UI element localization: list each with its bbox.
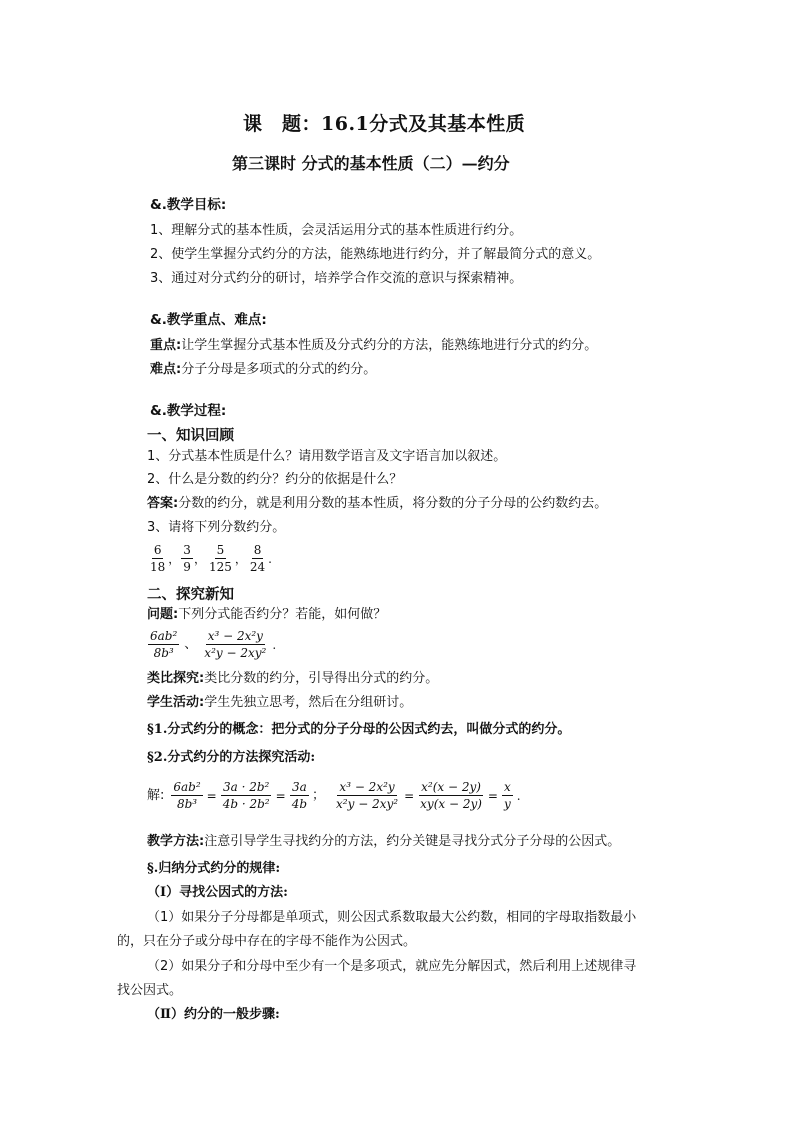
fraction: $\frac{\text{x³ − 2x²y}}{\text{x²y − 2xy²}}$: [336, 780, 399, 811]
objective-item: 3、通过对分式约分的研讨，培养学合作交流的意识与探索精神。: [150, 271, 523, 286]
fraction: $\frac{5}{125}$: [208, 543, 232, 574]
page-title: 课 题：16.1分式及其基本性质: [243, 113, 526, 135]
rule-paragraph-2-line-2: 找公因式。: [117, 983, 183, 998]
review-answer: [147, 495, 607, 513]
activity-line: [147, 694, 412, 712]
fraction: $\frac{\text{3a · 2b²}}{\text{4b · 2b²}}$: [222, 780, 270, 811]
difficulty-point: [150, 361, 376, 379]
fraction: $\frac{3}{9}$: [183, 543, 191, 574]
objective-item: 1、理解分式的基本性质，会灵活运用分式的基本性质进行约分。: [150, 223, 523, 238]
method-heading: §2.分式约分的方法探究活动:: [147, 750, 316, 765]
fraction-list: $\frac{6}{18}$ ， $\frac{3}{9}$ ， $\frac{5}{125}$ ， $\frac{8}{24}$ .: [150, 543, 272, 574]
fraction: $\frac{6}{18}$: [150, 543, 166, 574]
key-text: 让学生掌握分式基本性质及分式约分的方法，能熟练地进行分式的约分。: [181, 338, 598, 353]
difficulty-text: 分子分母是多项式的分式的约分。: [181, 362, 377, 377]
teaching-label: 教学方法:: [147, 834, 205, 849]
question-expressions: $\frac{\text{6ab²}}{\text{8b³}}$ 、 $\frac{\text{x³ − 2x²y}}{\text{x²y − 2xy²}}$ .: [150, 629, 277, 660]
analogy-label: 类比探究:: [147, 671, 205, 686]
answer-text: 分数的约分，就是利用分数的基本性质，将分数的分子分母的公约数约去。: [178, 496, 608, 511]
rule-paragraph-1-line-2: 的，只在分子或分母中存在的字母不能作为公因式。: [117, 934, 417, 949]
fraction: $\frac{8}{24}$: [249, 543, 266, 574]
rule-paragraph-2-line-1: （2）如果分子和分母中至少有一个是多项式，就应先分解因式，然后利用上述规律寻: [147, 959, 637, 974]
analogy-text: 类比分数的约分，引导得出分式的约分。: [204, 671, 439, 686]
page-subtitle: 第三课时 分式的基本性质（二）—约分: [232, 154, 510, 173]
answer-label: 答案:: [147, 496, 179, 511]
explore-heading: 二、探究新知: [147, 587, 234, 603]
fraction: $\frac{x}{y}$: [503, 780, 511, 811]
objectives-heading: &.教学目标:: [150, 197, 227, 213]
review-question-1: 1、分式基本性质是什么？请用数学语言及文字语言加以叙述。: [147, 449, 507, 464]
question-label: 问题:: [147, 607, 179, 622]
key-point: [150, 337, 597, 355]
explore-question: [147, 606, 386, 624]
solution-equation: 解: $\frac{\text{6ab²}}{\text{8b³}}$ = $\frac{\text{3a · 2b²}}{\text{4b · 2b²}}$ = $\frac{3a}{4b}$ ； $\frac{\text{x³ − 2x²y}}{\text{x²y − 2xy²}}$ = $\frac{\text{x²(x − 2y)}}{xy(x - 2y)}$ = $\frac{x}{y}$ .: [147, 780, 521, 811]
review-heading: 一、知识回顾: [147, 428, 234, 444]
fraction: $\frac{\text{x²(x − 2y)}}{xy(x - 2y)}$: [420, 780, 482, 811]
fraction: $\frac{\text{6ab²}}{\text{8b³}}$: [173, 780, 201, 811]
keypoints-heading: &.教学重点、难点:: [150, 312, 267, 328]
question-text: 下列分式能否约分？若能，如何做？: [178, 607, 387, 622]
teaching-text: 注意引导学生寻找约分的方法，约分关键是寻找分式分子分母的公因式。: [204, 834, 621, 849]
rules-heading: §.归纳分式约分的规律:: [147, 861, 281, 876]
rules-subheading-2: （Ⅱ）约分的一般步骤:: [147, 1007, 280, 1022]
key-label: 重点:: [150, 338, 182, 353]
review-question-2: 2、什么是分数的约分？约分的依据是什么？: [147, 472, 403, 487]
rules-subheading-1: （Ⅰ）寻找公因式的方法:: [147, 885, 288, 900]
review-question-3: 3、请将下列分数约分。: [147, 520, 286, 535]
fraction: $\frac{3a}{4b}$: [291, 780, 308, 811]
activity-text: 学生先独立思考，然后在分组研讨。: [204, 695, 413, 710]
fraction: $\frac{\text{6ab²}}{\text{8b³}}$: [150, 629, 178, 660]
fraction: $\frac{\text{x³ − 2x²y}}{\text{x²y − 2xy²}}$: [204, 629, 267, 660]
objective-item: 2、使学生掌握分式约分的方法，能熟练地进行约分，并了解最简分式的意义。: [150, 247, 601, 262]
activity-label: 学生活动:: [147, 695, 205, 710]
concept-definition: §1.分式约分的概念：把分式的分子分母的公因式约去，叫做分式的约分。: [147, 722, 571, 737]
process-heading: &.教学过程:: [150, 403, 227, 419]
rule-paragraph-1-line-1: （1）如果分子分母都是单项式，则公因式系数取最大公约数，相同的字母取指数最小: [147, 910, 637, 925]
analogy-line: [147, 670, 438, 688]
solution-label: 解:: [147, 787, 165, 803]
difficulty-label: 难点:: [150, 362, 182, 377]
teaching-method: [147, 833, 620, 851]
